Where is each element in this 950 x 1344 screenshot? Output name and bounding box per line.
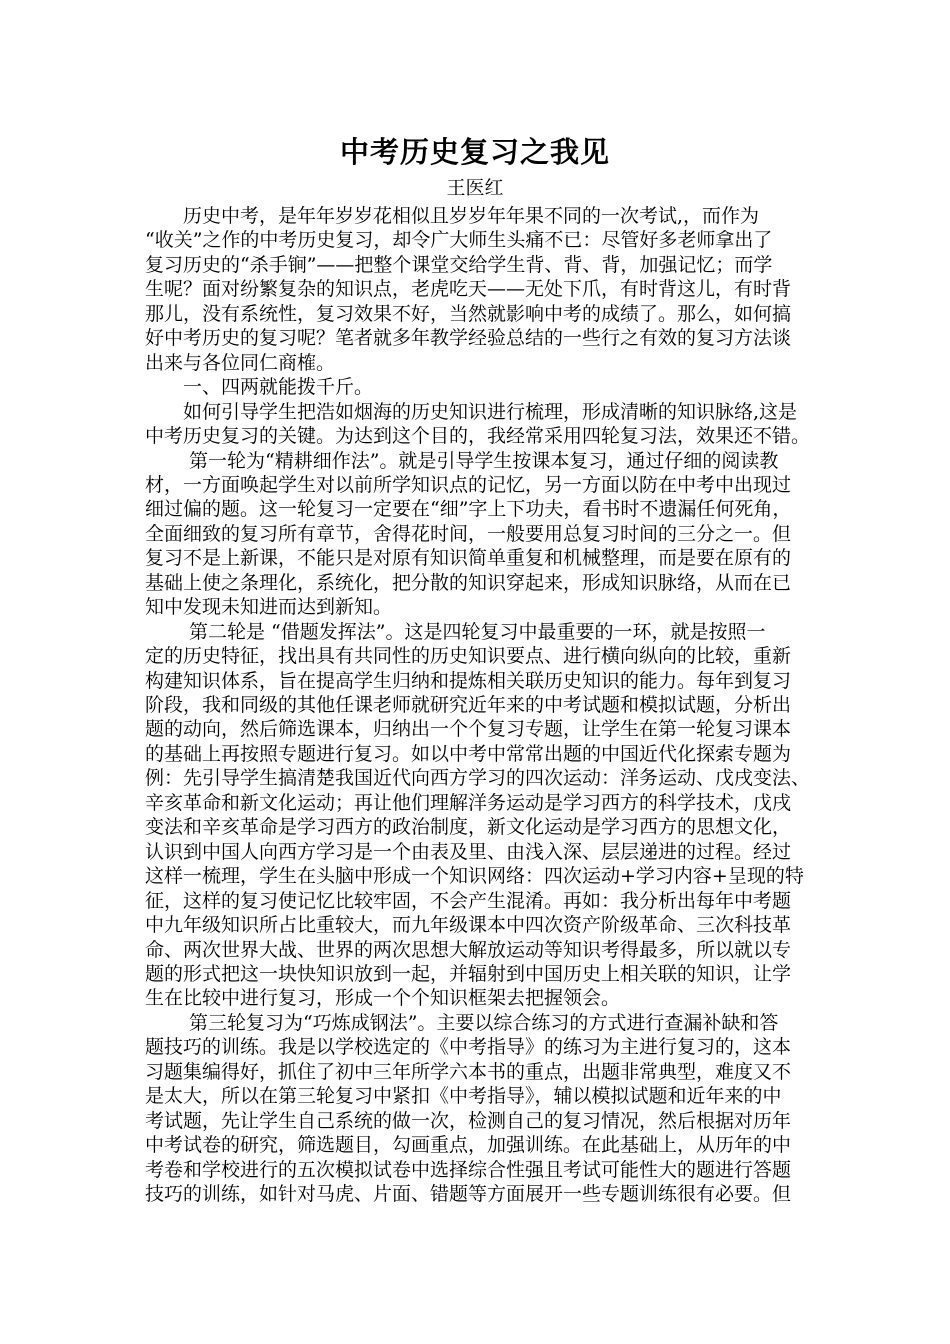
body-line: 好中考历史的复习呢？笔者就多年教学经验总结的一些行之有效的复习方法谈 [145, 327, 792, 349]
body-line: 第二轮是 “借题发挥法”。这是四轮复习中最重要的一环，就是按照一 [189, 621, 766, 643]
body-line: 第三轮复习为“巧炼成钢法”。主要以综合练习的方式进行查漏补缺和答 [189, 1012, 779, 1034]
body-line: 如何引导学生把浩如烟海的历史知识进行梳理，形成清晰的知识脉络,这是 [183, 401, 798, 423]
body-line: 这样一梳理，学生在头脑中形成一个知识网络：四次运动+学习内容+呈现的特 [145, 865, 804, 887]
body-line: 是太大，所以在第三轮复习中紧扣《中考指导》，辅以模拟试题和近年来的中 [145, 1085, 782, 1107]
body-line: 变法和辛亥革命是学习西方的政治制度，新文化运动是学习西方的思想文化， [145, 816, 792, 838]
body-line: 第一轮为“精耕细作法”。就是引导学生按课本复习，通过仔细的阅读教 [189, 450, 779, 472]
body-line: 材，一方面唤起学生对以前所学知识点的记忆，另一方面以防在中考中出现过 [145, 474, 792, 496]
body-line: 中考历史复习的关键。为达到这个目的，我经常采用四轮复习法，效果还不错。 [145, 425, 811, 447]
body-line: 知中发现未知进而达到新知。 [145, 596, 393, 618]
body-line: 一、四两就能拨千斤。 [183, 376, 374, 398]
body-line: 考卷和学校进行的五次模拟试卷中选择综合性强且考试可能性大的题进行答题 [145, 1159, 792, 1181]
body-line: 全面细致的复习所有章节，舍得花时间，一般要用总复习时间的三分之一。但 [145, 523, 792, 545]
body-line: 复习历史的“杀手锏”——把整个课堂交给学生背、背、背，加强记忆；而学 [145, 254, 773, 276]
body-line: 题的动向，然后筛选课本，归纳出一个个复习专题，让学生在第一轮复习课本 [145, 718, 792, 740]
body-line: 生在比较中进行复习，形成一个个知识框架去把握领会。 [145, 987, 621, 1009]
body-line: 中考试卷的研究，筛选题目，勾画重点，加强训练。在此基础上，从历年的中 [145, 1134, 792, 1156]
body-line: 基础上使之条理化，系统化，把分散的知识穿起来，形成知识脉络，从而在已 [145, 572, 792, 594]
body-line: 定的历史特征，找出具有共同性的历史知识要点、进行横向纵向的比较，重新 [145, 645, 792, 667]
body-line: 考试题，先让学生自己系统的做一次，检测自己的复习情况，然后根据对历年 [145, 1110, 792, 1132]
body-line: 细过偏的题。这一轮复习一定要在“细”字上下功夫，看书时不遗漏任何死角， [145, 498, 792, 520]
body-line: 辛亥革命和新文化运动；再让他们理解洋务运动是学习西方的科学技术，戊戌 [145, 792, 792, 814]
body-line: 习题集编得好，抓住了初中三年所学六本书的重点，出题非常典型，难度又不 [145, 1061, 792, 1083]
body-line: 的基础上再按照专题进行复习。如以中考中常常出题的中国近代化探索专题为 [145, 743, 792, 765]
body-line: 命、两次世界大战、世界的两次思想大解放运动等知识考得最多，所以就以专 [145, 939, 792, 961]
body-line: 中九年级知识所占比重较大，而九年级课本中四次资产阶级革命、三次科技革 [145, 914, 792, 936]
body-line: 题的形式把这一块快知识放到一起，并辐射到中国历史上相关联的知识，让学 [145, 963, 792, 985]
body-line: 复习不是上新课，不能只是对原有知识简单重复和机械整理，而是要在原有的 [145, 547, 792, 569]
body-line: 生呢？面对纷繁复杂的知识点，老虎吃天——无处下爪，有时背这儿，有时背 [145, 278, 792, 300]
body-line: 技巧的训练，如针对马虎、片面、错题等方面展开一些专题训练很有必要。但 [145, 1183, 792, 1205]
document-author: 王医红 [446, 177, 504, 199]
body-line: 认识到中国人向西方学习是一个由表及里、由浅入深、层层递进的过程。经过 [145, 841, 792, 863]
document-title: 中考历史复习之我见 [339, 135, 610, 169]
body-line: 历史中考，是年年岁岁花相似且岁岁年年果不同的一次考试,，而作为 [183, 205, 760, 227]
body-line: 出来与各位同仁商榷。 [145, 352, 336, 374]
body-line: 构建知识体系，旨在提高学生归纳和提炼相关联历史知识的能力。每年到复习 [145, 670, 792, 692]
body-line: 阶段，我和同级的其他任课老师就研究近年来的中考试题和模拟试题，分析出 [145, 694, 792, 716]
body-line: 题技巧的训练。我是以学校选定的《中考指导》的练习为主进行复习的，这本 [145, 1036, 792, 1058]
body-line: 例：先引导学生搞清楚我国近代向西方学习的四次运动：洋务运动、戊戌变法、 [145, 767, 811, 789]
body-line: 那儿，没有系统性，复习效果不好，当然就影响中考的成绩了。那么，如何搞 [145, 303, 792, 325]
body-line: 征，这样的复习使记忆比较牢固，不会产生混淆。再如：我分析出每年中考题 [145, 890, 792, 912]
body-line: “收关”之作的中考历史复习，却令广大师生头痛不已：尽管好多老师拿出了 [145, 229, 773, 251]
